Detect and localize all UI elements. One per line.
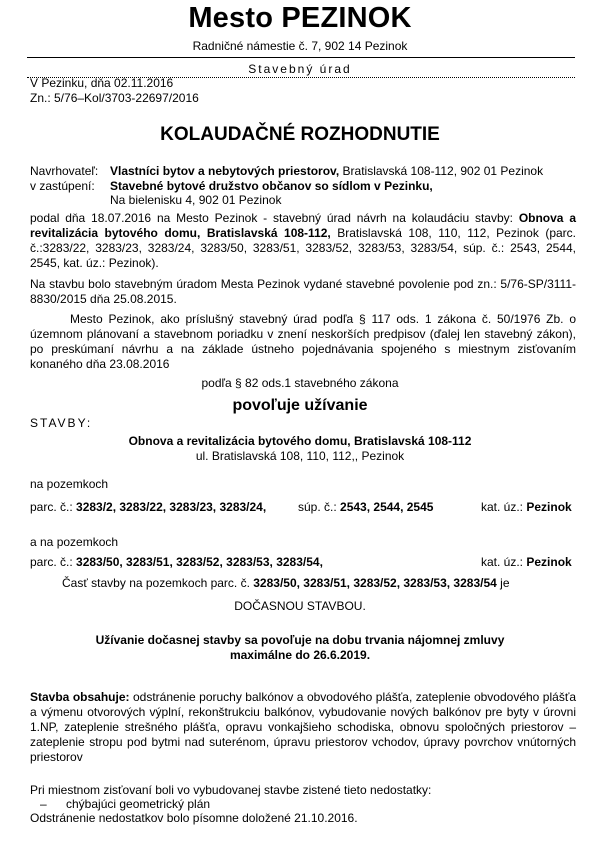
cadastral-area-1 (481, 500, 572, 515)
legal-basis: podľa § 82 ods.1 stavebného zákona (201, 376, 399, 390)
paragraph-permit: Na stavbu bolo stavebným úradom Mesta Pezinok vydané stavebné povolenie pod zn.: 5/76-SP/3111-8830/2015 dňa 25.08.2015. (30, 277, 576, 306)
part-values: 3283/50, 3283/51, 3283/52, 3283/53, 3283/54 (253, 576, 497, 590)
paragraph-authority: Mesto Pezinok, ako príslušný stavebný úrad podľa § 117 ods. 1 zákona č. 50/1976 Zb. o územnom plánovaní a stavebnom poriadku v znení neskorších predpisov (ďalej len stavebný zákon), po preskúmaní návrhu a na základe ústneho pojednávania spojeného s miestnym zisťovaním konaného dňa 23.08.2016 (30, 312, 576, 371)
usage-line-2: maximálne do 26.6.2019. (229, 648, 371, 662)
city-address: Radničné námestie č. 7, 902 14 Pezinok (192, 39, 408, 53)
building-contents (30, 690, 576, 765)
applicant-label: Navrhovateľ: (30, 164, 99, 178)
deficiencies-intro: Pri miestnom zisťovaní boli vo vybudovanej stavbe zistené tieto nedostatky: (30, 783, 432, 797)
parcel-prefix: parc. č.: (30, 500, 77, 514)
deficiency-bullet: – (40, 797, 47, 811)
parcels-row-1 (30, 500, 266, 515)
p1-text-c: Bratislavská 108, 110, 112, Pezinok (parc. č.:3283/22, 3283/23, 3283/24, 3283/50, 3283/51, 3283/52, 3283/53, 3283/54, súp. č.: 2543, 2544, 2545, kat. úz.: Pezinok). (30, 226, 577, 270)
file-number: Zn.: 5/76–Kol/3703-22697/2016 (30, 91, 199, 105)
contents-text: odstránenie poruchy balkónov a obvodového plášťa, zateplenie obvodového plášťa a výmenu otvorových výplní, rekonštrukciu balkónov, vybudovanie nových balkónov pre byty v úrovni 1.NP, zateplenie strešného plášťa, opravu vonkajšieho schodiska, obnovu spoločných priestorov – zateplenie stropu pod bytmi nad suterénom, úpravu priestorov vchodov, úpravy povrchov vnútorných priestorov (30, 690, 576, 764)
sup-prefix: súp. č.: (298, 500, 341, 514)
kat-value: Pezinok (526, 500, 572, 514)
document-title: KOLAUDAČNÉ ROZHODNUTIE (160, 124, 440, 145)
parcels-row-2 (30, 555, 323, 570)
applicant-name: Vlastníci bytov a nebytových priestorov, (110, 164, 340, 178)
part-prefix: Časť stavby na pozemkoch parc. č. (62, 576, 254, 590)
parcels-label-2: a na pozemkoch (30, 535, 119, 549)
building-address: ul. Bratislavská 108, 110, 112,, Pezinok (195, 449, 405, 463)
deficiencies-resolved: Odstránenie nedostatkov bolo písomne doložené 21.10.2016. (30, 811, 358, 825)
p1-text-a: podal dňa 18.07.2016 na Mesto Pezinok - stavebný úrad návrh na kolaudáciu stavby: (30, 211, 519, 225)
contents-label: Stavba obsahuje: (30, 690, 130, 704)
paragraph-application (30, 211, 576, 271)
representative-name: Stavebné bytové družstvo občanov so sídlom v Pezinku, (110, 179, 433, 193)
kat-value-2: Pezinok (526, 555, 572, 569)
p1-building: Obnova a revitalizácia bytového domu, Bratislavská 108-112, (30, 211, 576, 240)
decision-heading: povoľuje užívanie (232, 397, 368, 414)
parcels-label-1: na pozemkoch (30, 477, 109, 491)
part-of-building (62, 576, 510, 591)
sup-values: 2543, 2544, 2545 (340, 500, 434, 514)
date-line: V Pezinku, dňa 02.11.2016 (30, 76, 174, 90)
parcel-values-2: 3283/50, 3283/51, 3283/52, 3283/53, 3283/54, (76, 555, 323, 569)
kat-prefix-2: kat. úz.: (481, 555, 527, 569)
kat-prefix: kat. úz.: (481, 500, 527, 514)
applicant-address: Bratislavská 108-112, 902 01 Pezinok (339, 164, 544, 178)
temporary-building: DOČASNOU STAVBOU. (234, 599, 366, 613)
applicant (110, 164, 543, 179)
representative-label: v zastúpení: (30, 179, 95, 193)
sup-numbers (298, 500, 433, 515)
building-name: Obnova a revitalizácia bytového domu, Bratislavská 108-112 (128, 434, 472, 448)
office-name: Stavebný úrad (248, 62, 352, 76)
stavby-label: STAVBY: (30, 416, 93, 430)
parcel-values: 3283/2, 3283/22, 3283/23, 3283/24, (76, 500, 267, 514)
deficiency-item: chýbajúci geometrický plán (66, 797, 211, 811)
header-rule (27, 57, 575, 58)
usage-line-1: Užívanie dočasnej stavby sa povoľuje na dobu trvania nájomnej zmluvy (95, 633, 505, 647)
cadastral-area-2 (481, 555, 572, 570)
representative-address: Na bielenisku 4, 902 01 Pezinok (110, 193, 282, 207)
part-suffix: je (496, 576, 510, 590)
city-title: Mesto PEZINOK (188, 2, 412, 34)
parcel-prefix-2: parc. č.: (30, 555, 77, 569)
